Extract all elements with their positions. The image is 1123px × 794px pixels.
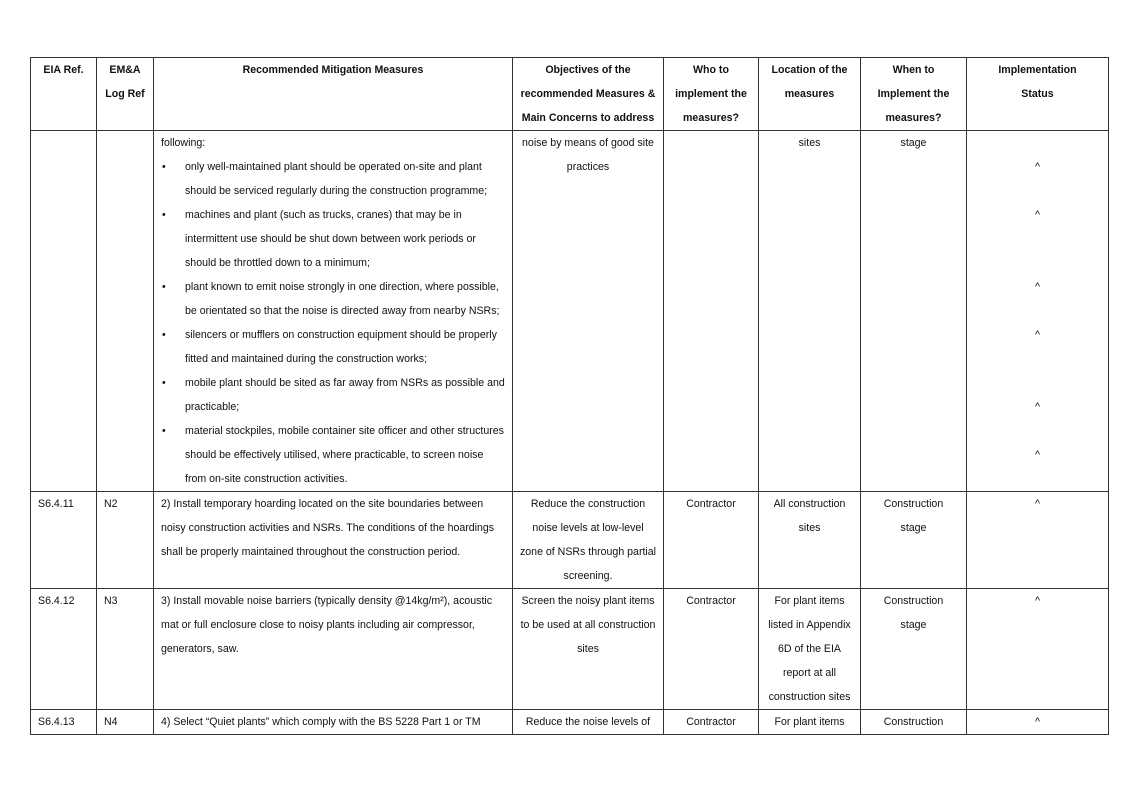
bullet-continuation: be orientated so that the noise is directed away from nearby NSRs; xyxy=(185,305,500,317)
status-mark: ^ xyxy=(1035,329,1040,341)
bullet-item: • silencers or mufflers on construction equipment should be properly xyxy=(161,323,512,347)
cell-who xyxy=(664,131,759,492)
cell-eia-ref: S6.4.12 xyxy=(31,589,97,710)
header-measures: Recommended Mitigation Measures xyxy=(154,58,513,131)
bullet-item: • mobile plant should be sited as far away from NSRs as possible and xyxy=(161,371,512,395)
cell-status xyxy=(967,492,1109,589)
header-row xyxy=(31,58,1109,131)
cell-measures: 3) Install movable noise barriers (typically density @14kg/m²), acoustic mat or full enclosure close to noisy plants including air compressor, generators, saw. xyxy=(154,589,513,710)
cell-log-ref: N2 xyxy=(97,492,154,589)
cell-when: Construction stage xyxy=(861,589,967,710)
cell-location: All construction sites xyxy=(759,492,861,589)
cell-log-ref: N3 xyxy=(97,589,154,710)
bullet-continuation: should be throttled down to a minimum; xyxy=(185,257,370,269)
cell-eia-ref: S6.4.11 xyxy=(31,492,97,589)
cell-status xyxy=(967,131,1109,492)
cell-when: stage xyxy=(861,131,967,492)
mitigation-measures-table xyxy=(30,57,1109,735)
cell-log-ref xyxy=(97,131,154,492)
cell-location: sites xyxy=(759,131,861,492)
cell-location: For plant items listed in Appendix 6D of the EIA report at all construction sites xyxy=(759,589,861,710)
cell-who: Contractor xyxy=(664,710,759,735)
status-mark: ^ xyxy=(1035,595,1040,607)
status-mark: ^ xyxy=(1035,498,1040,510)
cell-log-ref: N4 xyxy=(97,710,154,735)
bullet-item: • material stockpiles, mobile container site officer and other structures xyxy=(161,419,512,443)
cell-who: Contractor xyxy=(664,589,759,710)
bullet-continuation: should be serviced regularly during the construction programme; xyxy=(185,185,488,197)
bullet-item: • plant known to emit noise strongly in one direction, where possible, xyxy=(161,275,512,299)
bullet-continuation: fitted and maintained during the construction works; xyxy=(185,353,428,365)
cell-measures xyxy=(154,131,513,492)
bullet-item: • only well-maintained plant should be operated on-site and plant xyxy=(161,155,512,179)
bullet-item: • machines and plant (such as trucks, cranes) that may be in xyxy=(161,203,512,227)
cell-objectives: noise by means of good site practices xyxy=(513,131,664,492)
cell-objectives: Reduce the noise levels of xyxy=(513,710,664,735)
header-eia-ref: EIA Ref. xyxy=(31,58,97,131)
cell-when: Construction xyxy=(861,710,967,735)
header-when: When to Implement the measures? xyxy=(861,58,967,131)
cell-measures: 4) Select “Quiet plants” which comply with the BS 5228 Part 1 or TM xyxy=(154,710,513,735)
status-mark: ^ xyxy=(1035,401,1040,413)
header-log-ref: EM&A Log Ref xyxy=(97,58,154,131)
table-row-s6-4-11 xyxy=(31,492,1109,589)
cell-measures: 2) Install temporary hoarding located on the site boundaries between noisy construction activities and NSRs. The conditions of the hoardings shall be properly maintained throughout the construction period. xyxy=(154,492,513,589)
bullet-continuation: should be effectively utilised, where practicable, to screen noise xyxy=(185,449,484,461)
table-row-s6-4-13 xyxy=(31,710,1109,735)
status-mark: ^ xyxy=(1035,449,1040,461)
cell-location: For plant items xyxy=(759,710,861,735)
bullet-continuation: practicable; xyxy=(185,401,240,413)
status-mark: ^ xyxy=(1035,281,1040,293)
cell-eia-ref xyxy=(31,131,97,492)
table-row-continued xyxy=(31,131,1109,492)
bullet-continuation: from on-site construction activities. xyxy=(185,473,348,485)
status-mark: ^ xyxy=(1035,209,1040,221)
header-location: Location of the measures xyxy=(759,58,861,131)
measure-intro: following: xyxy=(161,137,206,149)
cell-when: Construction stage xyxy=(861,492,967,589)
table-row-s6-4-12 xyxy=(31,589,1109,710)
bullet-continuation: intermittent use should be shut down between work periods or xyxy=(185,233,476,245)
header-objectives: Objectives of the recommended Measures & Main Concerns to address xyxy=(513,58,664,131)
status-mark: ^ xyxy=(1035,161,1040,173)
cell-status xyxy=(967,710,1109,735)
header-who: Who to implement the measures? xyxy=(664,58,759,131)
cell-status xyxy=(967,589,1109,710)
cell-who: Contractor xyxy=(664,492,759,589)
header-status: Implementation Status xyxy=(967,58,1109,131)
cell-eia-ref: S6.4.13 xyxy=(31,710,97,735)
cell-objectives: Screen the noisy plant items to be used at all construction sites xyxy=(513,589,664,710)
cell-objectives: Reduce the construction noise levels at low-level zone of NSRs through partial screening. xyxy=(513,492,664,589)
status-mark: ^ xyxy=(1035,716,1040,728)
